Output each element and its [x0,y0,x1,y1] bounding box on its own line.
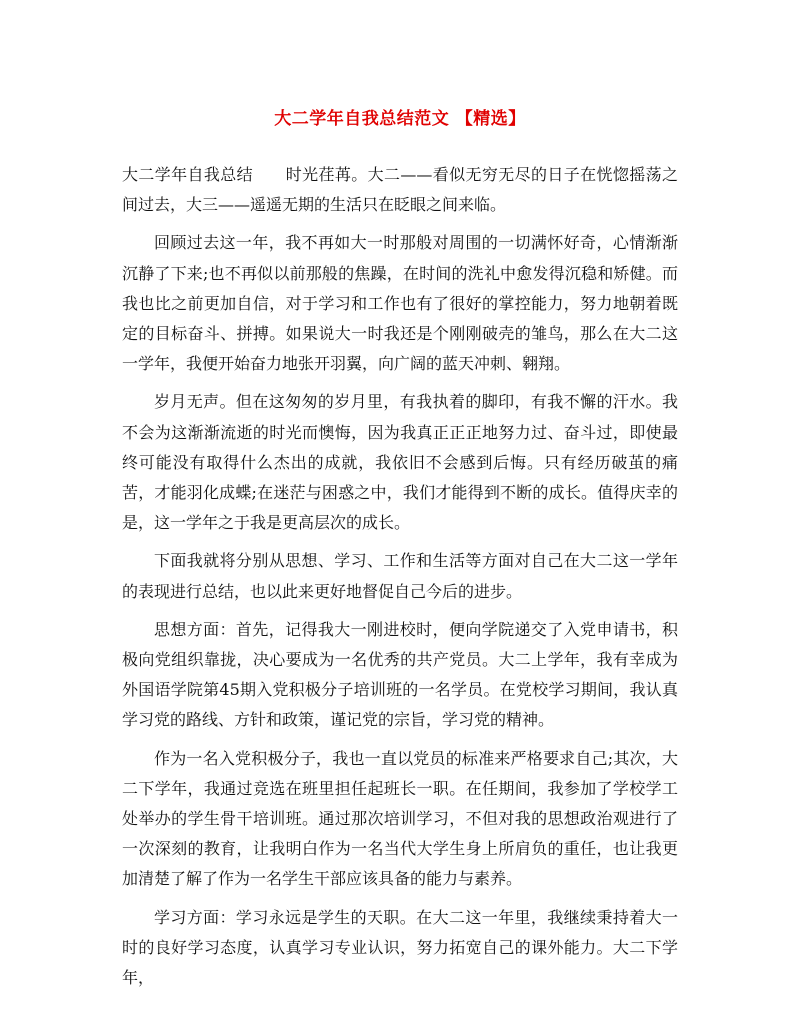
document-body [122,160,678,1001]
document-title: 大二学年自我总结范文 【精选】 [274,109,526,129]
paragraph-years: 岁月无声。但在这匆匆的岁月里，有我执着的脚印，有我不懈的汗水。我不会为这渐渐流逝的时光而懊悔，因为我真正正正地努力过、奋斗过，即使最终可能没有取得什么杰出的成就，我依旧不会感到后悔。只有经历破茧的痛苦，才能羽化成蝶;在迷茫与困惑之中，我们才能得到不断的成长。值得庆幸的是，这一学年之于我是更高层次的成长。 [122,392,678,533]
paragraph-ideology: 思想方面：首先，记得我大一刚进校时，便向学院递交了入党申请书，积极向党组织靠拢，决心要成为一名优秀的共产党员。大二上学年，我有幸成为外国语学院第45期入党积极分子培训班的一名学员。在党校学习期间，我认真学习党的路线、方针和政策，谨记党的宗旨，学习党的精神。 [122,619,678,730]
paragraph-intro: 大二学年自我总结 时光荏苒。大二——看似无穷无尽的日子在恍惚摇荡之间过去，大三——遥遥无期的生活只在眨眼之间来临。 [122,165,678,215]
paragraph-review: 回顾过去这一年，我不再如大一时那般对周围的一切满怀好奇，心情渐渐沉静了下来;也不再似以前那般的焦躁，在时间的洗礼中愈发得沉稳和矫健。而我也比之前更加自信，对于学习和工作也有了很好的掌控能力，努力地朝着既定的目标奋斗、拼搏。如果说大一时我还是个刚刚破壳的雏鸟，那么在大二这一学年，我便开始奋力地张开羽翼，向广阔的蓝天冲刺、翱翔。 [122,233,678,374]
paragraph-study: 学习方面：学习永远是学生的天职。在大二这一年里，我继续秉持着大一时的良好学习态度，认真学习专业认识，努力拓宽自己的课外能力。大二下学年， [122,907,678,988]
paragraph-activist: 作为一名入党积极分子，我也一直以党员的标准来严格要求自己;其次，大二下学年，我通过竞选在班里担任起班长一职。在任期间，我参加了学校学工处举办的学生骨干培训班。通过那次培训学习，不但对我的思想政治观进行了一次深刻的教育，让我明白作为一名当代大学生身上所肩负的重任，也让我更加清楚了解了作为一名学生干部应该具备的能力与素养。 [122,748,678,889]
paragraph-outline: 下面我就将分别从思想、学习、工作和生活等方面对自己在大二这一学年的表现进行总结，也以此来更好地督促自己今后的进步。 [122,551,678,601]
